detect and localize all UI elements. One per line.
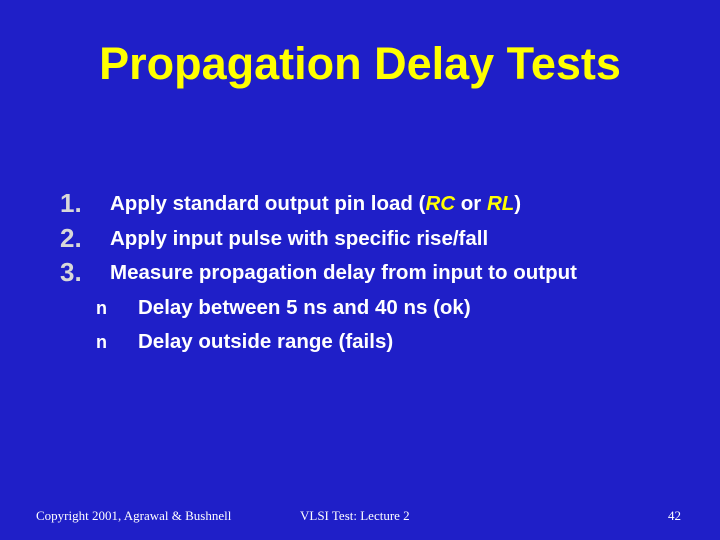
- bullet-icon: n: [96, 298, 107, 318]
- list-number-3: 3.: [60, 257, 82, 287]
- list-text-1-start: Apply standard output pin load (: [110, 192, 426, 215]
- list-number-1: 1.: [60, 188, 82, 218]
- sub-text-2: Delay outside range (fails): [138, 330, 394, 353]
- list-text-1-end: ): [514, 192, 522, 215]
- list-text-1-middle: or: [455, 192, 487, 215]
- bullet-icon: n: [96, 332, 107, 352]
- footer-course: VLSI Test: Lecture 2: [300, 508, 410, 523]
- sub-text-1: Delay between 5 ns and 40 ns (ok): [138, 296, 471, 319]
- rc-emphasis: RC: [425, 192, 456, 215]
- rl-emphasis: RL: [486, 192, 515, 215]
- list-number-2: 2.: [60, 223, 82, 253]
- list-text-1: [110, 192, 521, 216]
- footer-page-number: 42: [668, 508, 681, 523]
- footer-copyright: Copyright 2001, Agrawal & Bushnell: [36, 508, 232, 523]
- slide-title: Propagation Delay Tests: [99, 38, 621, 89]
- list-text-2: Apply input pulse with specific rise/fall: [110, 227, 489, 250]
- list-text-3: Measure propagation delay from input to output: [110, 261, 577, 284]
